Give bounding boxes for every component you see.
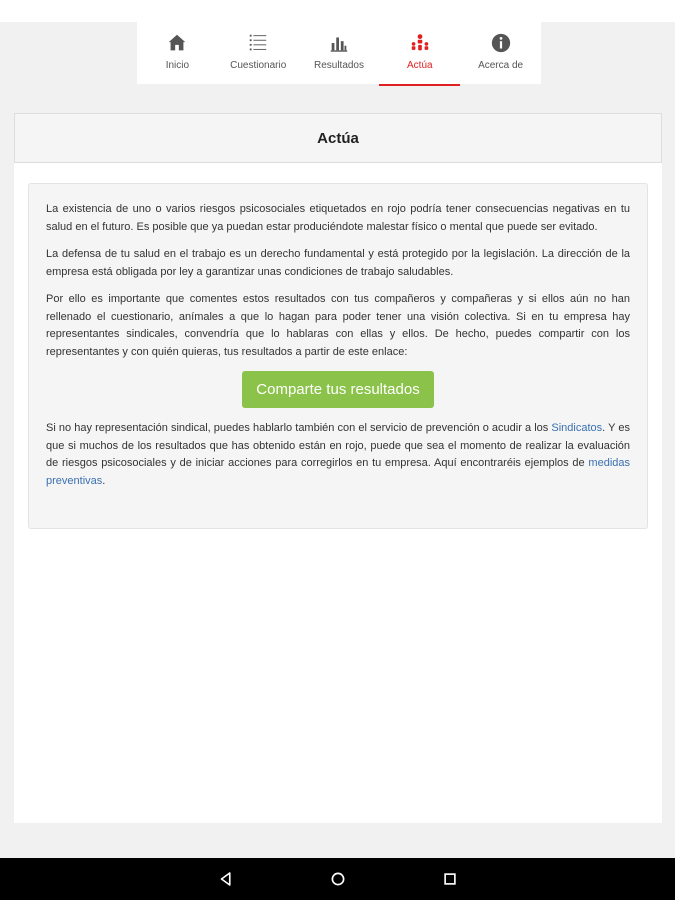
info-card (28, 183, 648, 529)
tab-label: Inicio (165, 60, 190, 71)
medidas-preventivas-link[interactable]: medidas preventivas (46, 457, 630, 487)
tab-inicio[interactable] (137, 22, 218, 84)
home-icon (166, 32, 188, 54)
tab-label: Resultados (313, 60, 364, 71)
bar-chart-icon (328, 32, 350, 54)
cta-wrapper (46, 371, 630, 408)
status-area (0, 0, 675, 22)
top-tab-bar (137, 22, 541, 84)
paragraph-share: Por ello es importante que comentes estos resultados con tus compañeros y compañeras y si ellos aún no han rellenado el cuestionario, anímales a que lo hagan para poder tener una visión colectiva. Si en tu empresa hay representantes sindicales, convendría que lo hablaras con ellas y ellos. De hecho, puedes compartir con los representantes y con quién quieras, tus resultados a partir de este enlace: (46, 293, 630, 358)
content-page (14, 113, 662, 823)
home-circle-icon (329, 870, 347, 888)
tab-resultados[interactable] (299, 22, 380, 84)
tab-label: Cuestionario (230, 60, 287, 71)
info-icon (490, 32, 512, 54)
page-title: Actúa (317, 129, 359, 147)
tab-label: Acerca de (478, 60, 524, 71)
back-triangle-icon (217, 870, 235, 888)
tab-acerca-de[interactable] (460, 22, 541, 84)
sindicatos-link[interactable]: Sindicatos (551, 422, 603, 434)
text-segment: . Y es que si muchos de los resultados que has obtenido están en rojo, puede que sea el momento de realizar la evaluación de riesgos psicosociales y de iniciar acciones para corregirlos en tu empresa. Aquí encontraréis ejemplos de (46, 422, 630, 469)
recents-square-icon (441, 870, 459, 888)
text-segment: . (102, 474, 106, 487)
recents-button[interactable] (394, 858, 506, 900)
paragraph-unions (46, 420, 630, 490)
share-results-button[interactable]: Comparte tus resultados (242, 371, 433, 408)
people-icon (409, 32, 431, 54)
page-header (14, 113, 662, 163)
home-button[interactable] (282, 858, 394, 900)
tab-actua[interactable] (379, 22, 460, 84)
list-icon (247, 32, 269, 54)
back-button[interactable] (170, 858, 282, 900)
paragraph-rights: La defensa de tu salud en el trabajo es un derecho fundamental y está protegido por la legislación. La dirección de la empresa está obligada por ley a garantizar unas condiciones de trabajo saludables. (46, 248, 630, 278)
system-nav-bar (0, 858, 675, 900)
paragraph-risks: La existencia de uno o varios riesgos psicosociales etiquetados en rojo podría tener consecuencias negativas en tu salud en el futuro. Es posible que ya puedan estar produciéndote malestar físico o mental que puede ser evitado. (46, 203, 630, 233)
tab-cuestionario[interactable] (218, 22, 299, 84)
tab-label: Actúa (407, 60, 433, 71)
text-segment: Si no hay representación sindical, puedes hablarlo también con el servicio de prevención o acudir a los (46, 422, 552, 434)
